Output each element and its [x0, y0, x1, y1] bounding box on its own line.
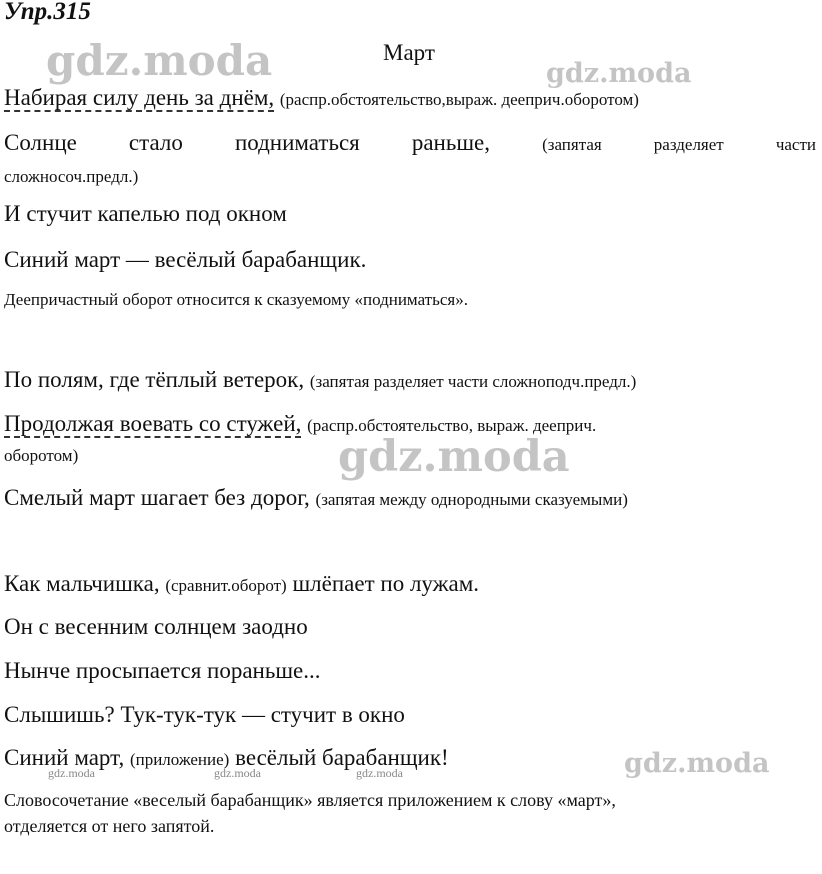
line-7-note: (распр.обстоятельство, выраж. дееприч.	[307, 416, 597, 435]
line-1	[4, 84, 639, 114]
line-13-start: Синий март,	[4, 745, 125, 770]
watermark-small-1: gdz.moda	[48, 766, 95, 780]
line-2-word: раньше,	[411, 130, 491, 155]
line-2-note-word: (запятая	[542, 135, 602, 154]
line-14-comment: Словосочетание «веселый барабанщик» является приложением к слову «март»,	[4, 790, 616, 810]
line-10: Он с весенним солнцем заодно	[4, 614, 308, 639]
watermark-bottom-right: gdz.moda	[624, 748, 770, 779]
poem-title: Март	[383, 40, 435, 65]
line-11: Нынче просыпается пораньше...	[4, 658, 321, 683]
line-3: И стучит капелью под окном	[4, 201, 287, 226]
line-8-clause: Смелый март шагает без дорог,	[4, 485, 310, 510]
line-4: Синий март — весёлый барабанщик.	[4, 247, 367, 272]
line-14-comment-cont: отделяется от него запятой.	[4, 816, 215, 836]
line-1-note: (распр.обстоятельство,выраж. дееприч.оборотом)	[279, 90, 639, 109]
line-2-word: стало	[128, 130, 183, 155]
line-9-end: шлёпает по лужам.	[292, 571, 480, 596]
line-6-clause: По полям, где тёплый ветерок,	[4, 367, 305, 392]
line-2-note-word: разделяет	[653, 135, 724, 154]
line-7-clause: Продолжая воевать со стужей,	[4, 411, 302, 436]
line-7	[4, 410, 596, 440]
line-6-note: (запятая разделяет части сложноподч.предл.)	[309, 372, 637, 391]
line-9-start: Как мальчишка,	[4, 571, 160, 596]
watermark-top-right: gdz.moda	[546, 58, 692, 89]
line-2-word: подниматься	[234, 130, 360, 155]
line-12: Слышишь? Тук-тук-тук — стучит в окно	[4, 702, 405, 727]
line-2-word: Солнце	[4, 130, 77, 155]
line-13-note: (приложение)	[129, 750, 230, 769]
watermark-small-2: gdz.moda	[214, 766, 261, 780]
watermark-center: gdz.moda	[338, 432, 570, 482]
line-13-end: весёлый барабанщик!	[235, 745, 449, 770]
line-8-note: (запятая между однородными сказуемыми)	[315, 490, 628, 509]
line-2	[4, 129, 816, 159]
line-9-note: (сравнит.оборот)	[165, 576, 287, 595]
line-6	[4, 366, 636, 396]
line-7-note-cont: оборотом)	[4, 446, 79, 465]
watermark-top-left: gdz.moda	[46, 36, 273, 85]
line-1-clause: Набирая силу день за днём,	[4, 85, 275, 110]
line-2-note-word: части	[775, 135, 816, 154]
line-8	[4, 484, 628, 514]
line-13	[4, 744, 449, 774]
line-2-note-cont: сложносоч.предл.)	[4, 167, 139, 186]
line-5-comment: Деепричастный оборот относится к сказуемому «подниматься».	[4, 290, 468, 309]
watermark-small-3: gdz.moda	[356, 766, 403, 780]
line-9	[4, 570, 479, 600]
exercise-number: Упр.315	[4, 0, 91, 25]
